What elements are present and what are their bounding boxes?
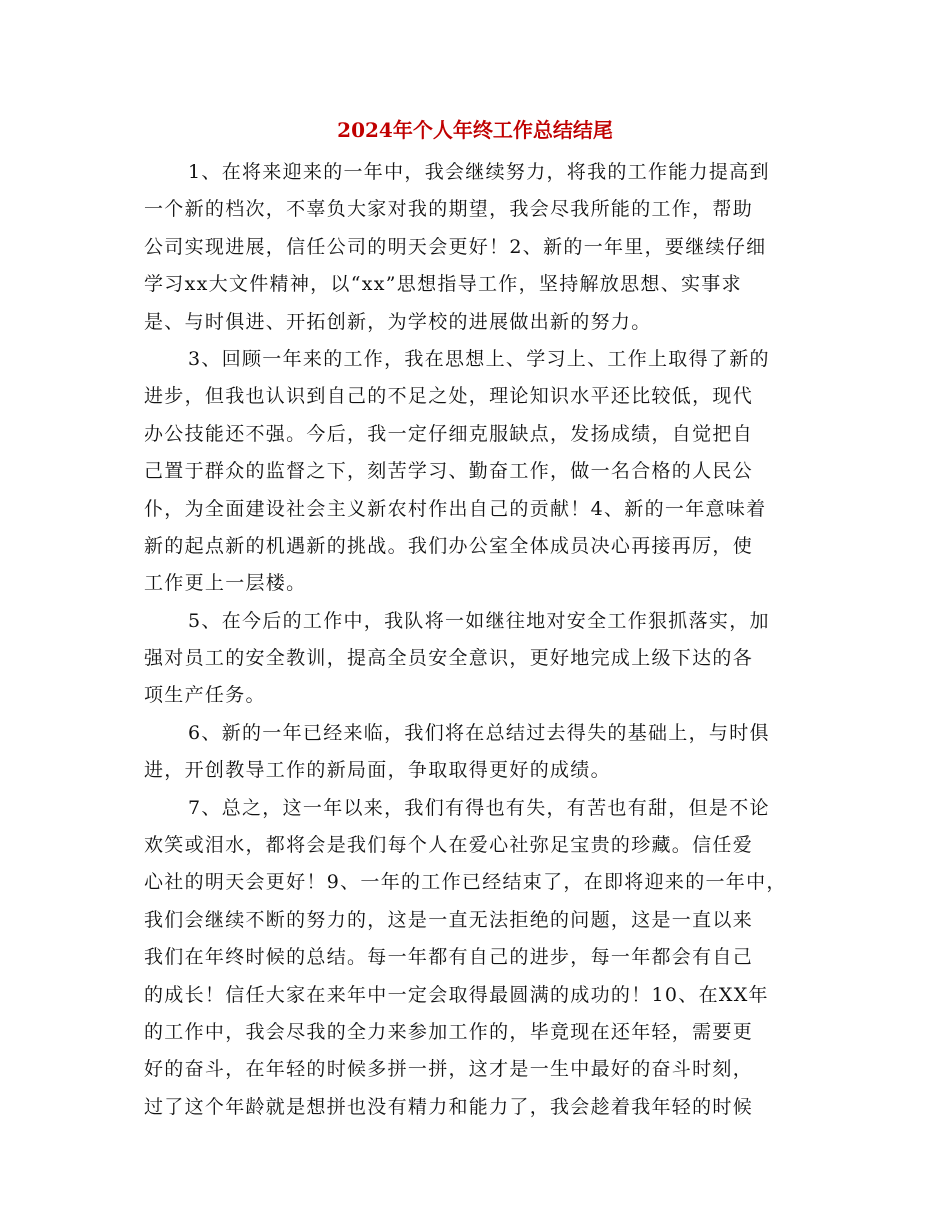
paragraph-line: 的成长！信任大家在来年中一定会取得最圆满的成功的！10、在XX年 <box>144 983 769 1006</box>
paragraph-line: 强对员工的安全教训，提高全员安全意识，更好地完成上级下达的各 <box>144 647 754 670</box>
paragraph-line: 新的起点新的机遇新的挑战。我们办公室全体成员决心再接再厉，使 <box>144 534 754 557</box>
paragraph-line: 己置于群众的监督之下，刻苦学习、勤奋工作，做一名合格的人民公 <box>144 460 754 483</box>
document-body <box>144 154 814 1126</box>
document-title: 2024年个人年终工作总结结尾 <box>337 118 613 142</box>
paragraph-4 <box>144 715 814 790</box>
paragraph-line: 6、新的一年已经来临，我们将在总结过去得失的基础上，与时俱 <box>188 721 770 744</box>
paragraph-line: 进，开创教导工作的新局面，争取取得更好的成绩。 <box>144 759 611 782</box>
paragraph-line: 过了这个年龄就是想拼也没有精力和能力了，我会趁着我年轻的时候 <box>144 1095 754 1118</box>
paragraph-line: 3、回顾一年来的工作，我在思想上、学习上、工作上取得了新的 <box>188 347 770 370</box>
paragraph-line: 工作更上一层楼。 <box>144 572 307 595</box>
paragraph-line: 欢笑或泪水，都将会是我们每个人在爱心社弥足宝贵的珍藏。信任爱 <box>144 834 754 857</box>
paragraph-line: 是、与时俱进、开拓创新，为学校的进展做出新的努力。 <box>144 310 652 333</box>
paragraph-line: 一个新的档次，不辜负大家对我的期望，我会尽我所能的工作，帮助 <box>144 198 754 221</box>
paragraph-line: 心社的明天会更好！9、一年的工作已经结束了，在即将迎来的一年中， <box>144 871 787 894</box>
paragraph-1 <box>144 154 814 341</box>
paragraph-line: 进步，但我也认识到自己的不足之处，理论知识水平还比较低，现代 <box>144 385 754 408</box>
paragraph-line: 学习xx大文件精神，以“xx”思想指导工作，坚持解放思想、实事求 <box>144 273 742 296</box>
paragraph-line: 公司实现进展，信任公司的明天会更好！2、新的一年里，要继续仔细 <box>144 235 767 258</box>
paragraph-5 <box>144 790 814 1127</box>
paragraph-line: 7、总之，这一年以来，我们有得也有失，有苦也有甜，但是不论 <box>188 796 770 819</box>
paragraph-line: 我们会继续不断的努力的，这是一直无法拒绝的问题，这是一直以来 <box>144 908 754 931</box>
paragraph-line: 办公技能还不强。今后，我一定仔细克服缺点，发扬成绩，自觉把自 <box>144 422 754 445</box>
paragraph-line: 我们在年终时候的总结。每一年都有自己的进步，每一年都会有自己 <box>144 946 754 969</box>
paragraph-line: 5、在今后的工作中，我队将一如继往地对安全工作狠抓落实，加 <box>188 609 770 632</box>
paragraph-line: 1、在将来迎来的一年中，我会继续努力，将我的工作能力提高到 <box>188 161 770 183</box>
paragraph-line: 仆，为全面建设社会主义新农村作出自己的贡献！4、新的一年意味着 <box>144 497 767 520</box>
paragraph-line: 好的奋斗，在年轻的时候多拼一拼，这才是一生中最好的奋斗时刻， <box>144 1058 754 1081</box>
paragraph-line: 项生产任务。 <box>144 684 266 707</box>
paragraph-2 <box>144 341 814 603</box>
paragraph-3 <box>144 603 814 715</box>
paragraph-line: 的工作中，我会尽我的全力来参加工作的，毕竟现在还年轻，需要更 <box>144 1020 754 1043</box>
